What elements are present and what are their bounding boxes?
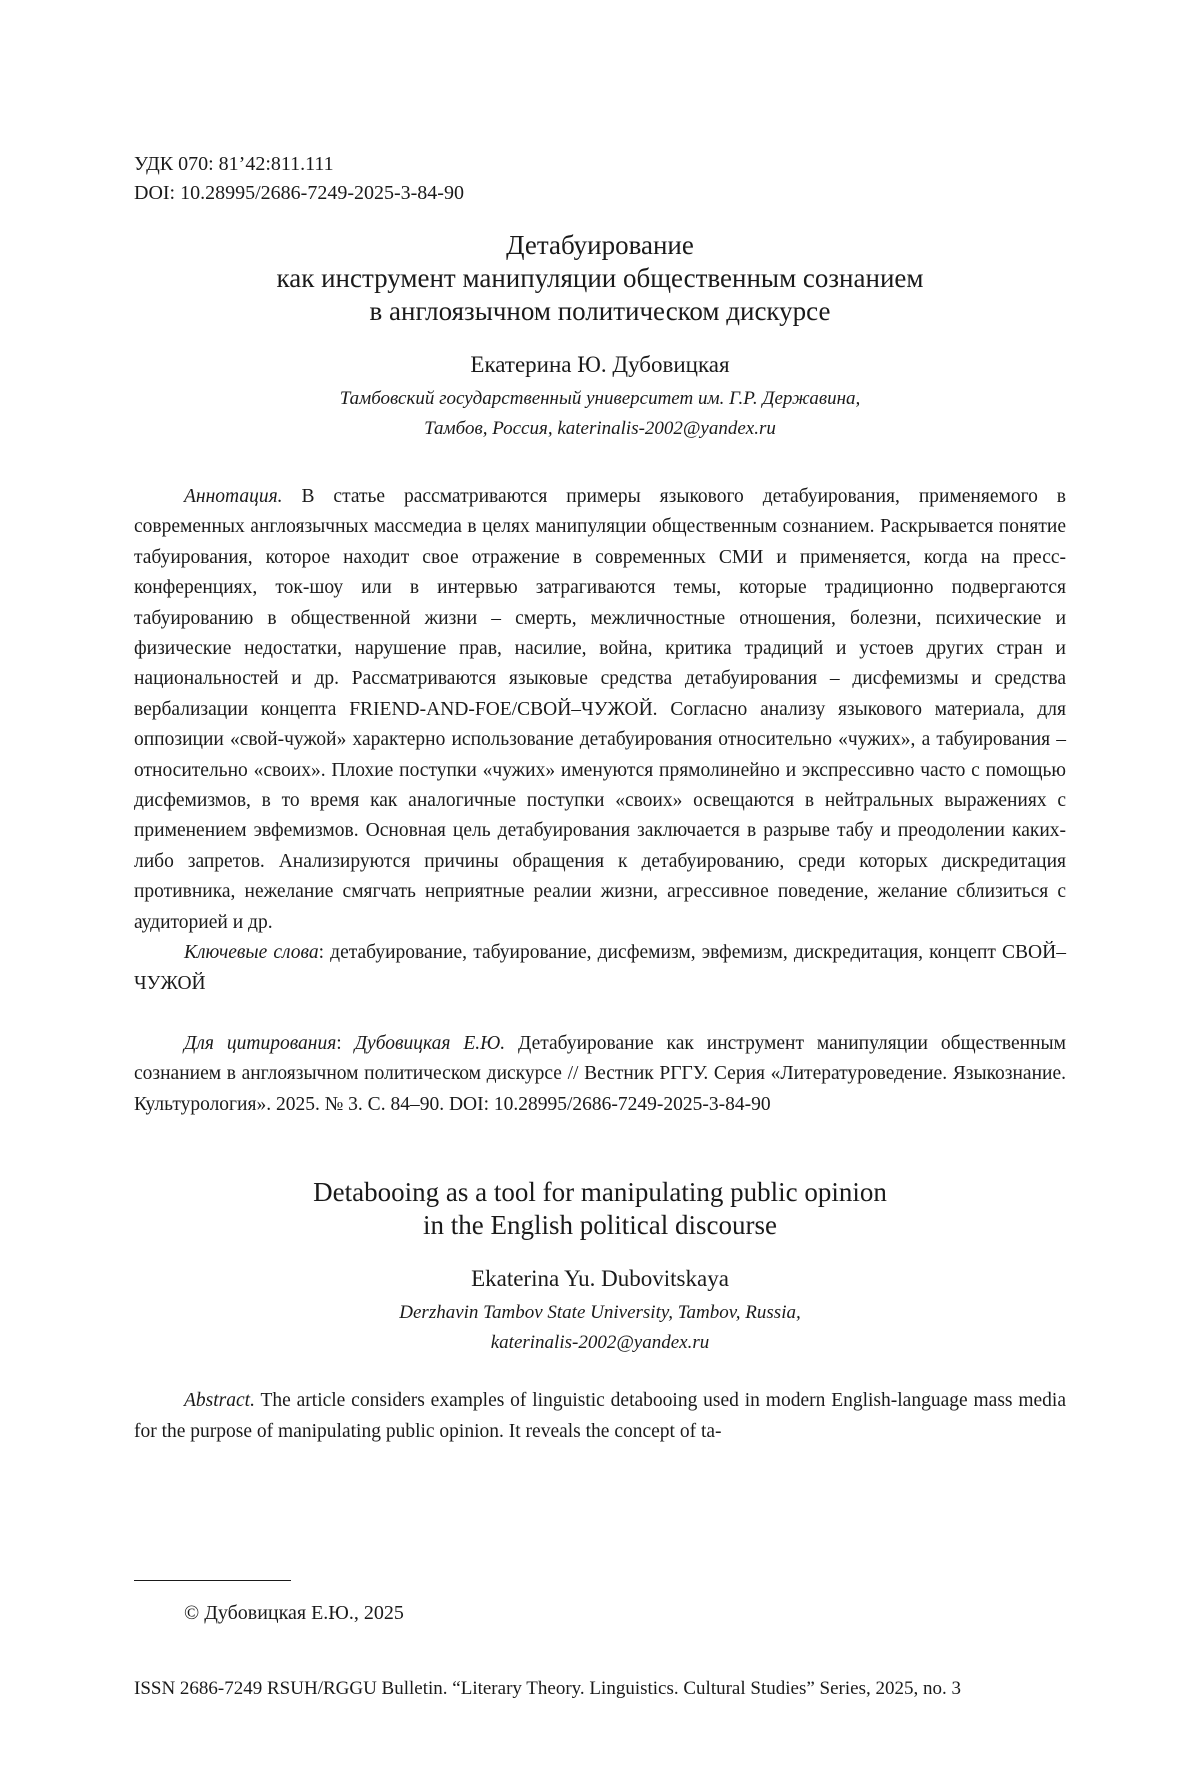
citation-author: Дубовицкая Е.Ю. bbox=[355, 1033, 505, 1054]
en-abstract bbox=[134, 1386, 1066, 1447]
ru-keywords-label: Ключевые слова bbox=[184, 942, 319, 963]
en-affiliation bbox=[134, 1298, 1066, 1358]
en-abstract-label: Abstract. bbox=[184, 1390, 255, 1411]
en-affiliation-line: Derzhavin Tambov State University, Tambov, Russia, bbox=[134, 1298, 1066, 1328]
ru-citation bbox=[134, 1029, 1066, 1120]
citation-label: Для цитирования bbox=[184, 1033, 336, 1054]
citation-separator: : bbox=[336, 1033, 354, 1054]
citation-text: Детабуирование как инструмент манипуляции общественным сознанием в англоязычном политическом дискурсе // Вестник РГГУ. Серия «Литературоведение. Языкознание. Культурология». 2025. № 3. С. 84–90. DOI: 10.28995/2686-7249-2025-3-84-90 bbox=[134, 1033, 1066, 1115]
ru-keywords-text: : детабуирование, табуирование, дисфемизм, эвфемизм, дискредитация, концепт СВОЙ–ЧУЖОЙ bbox=[134, 942, 1066, 993]
en-abstract-text: The article considers examples of linguistic detabooing used in modern English-language mass media for the purpose of manipulating public opinion. It reveals the concept of ta- bbox=[134, 1390, 1066, 1441]
journal-page bbox=[0, 0, 1200, 1780]
en-affiliation-line: katerinalis-2002@yandex.ru bbox=[134, 1328, 1066, 1358]
copyright-note: © Дубовицкая Е.Ю., 2025 bbox=[184, 1602, 404, 1625]
article-content bbox=[134, 150, 1066, 1447]
article-identifiers bbox=[134, 150, 1066, 208]
ru-author: Екатерина Ю. Дубовицкая bbox=[134, 350, 1066, 380]
ru-title-line: как инструмент манипуляции общественным сознанием bbox=[134, 262, 1066, 295]
ru-keywords bbox=[134, 938, 1066, 999]
ru-abstract-label: Аннотация. bbox=[184, 486, 283, 507]
en-title-line: in the English political discourse bbox=[134, 1209, 1066, 1242]
ru-title-line: Детабуирование bbox=[134, 229, 1066, 262]
ru-affiliation-line: Тамбовский государственный университет им. Г.Р. Державина, bbox=[134, 384, 1066, 414]
ru-affiliation bbox=[134, 384, 1066, 444]
ru-title-line: в англоязычном политическом дискурсе bbox=[134, 295, 1066, 328]
ru-affiliation-line: Тамбов, Россия, katerinalis-2002@yandex.ru bbox=[134, 414, 1066, 444]
en-author: Ekaterina Yu. Dubovitskaya bbox=[134, 1264, 1066, 1294]
en-title-line: Detabooing as a tool for manipulating public opinion bbox=[134, 1176, 1066, 1209]
ru-title bbox=[134, 229, 1066, 328]
en-title bbox=[134, 1176, 1066, 1242]
udc-code: УДК 070: 81’42:811.111 bbox=[134, 150, 1066, 179]
ru-abstract bbox=[134, 482, 1066, 938]
page-footer: ISSN 2686-7249 RSUH/RGGU Bulletin. “Literary Theory. Linguistics. Cultural Studies” Series, 2025, no. 3 bbox=[134, 1678, 1066, 1700]
ru-abstract-text: В статье рассматриваются примеры языкового детабуирования, применяемого в современных англоязычных массмедиа в целях манипуляции общественным сознанием. Раскрывается понятие табуирования, которое находит свое отражение в современных СМИ и применяется, когда на пресс-конференциях, ток-шоу или в интервью затрагиваются темы, которые традиционно подвергаются табуированию в общественной жизни – смерть, межличностные отношения, болезни, психические и физические недостатки, нарушение прав, насилие, война, критика традиций и устоев других стран и национальностей и др. Рассматриваются языковые средства детабуирования – дисфемизмы и средства вербализации концепта FRIEND-AND-FOE/СВОЙ–ЧУЖОЙ. Согласно анализу языкового материала, для оппозиции «свой-чужой» характерно использование детабуирования относительно «чужих», а табуирования – относительно «своих». Плохие поступки «чужих» именуются прямолинейно и экспрессивно часто с помощью дисфемизмов, в то время как аналогичные поступки «своих» освещаются в нейтральных выражениях с применением эвфемизмов. Основная цель детабуирования заключается в разрыве табу и преодолении каких-либо запретов. Анализируются причины обращения к детабуированию, среди которых дискредитация противника, нежелание смягчать неприятные реалии жизни, агрессивное поведение, желание сблизиться с аудиторией и др. bbox=[134, 486, 1066, 933]
doi: DOI: 10.28995/2686-7249-2025-3-84-90 bbox=[134, 179, 1066, 208]
footnote-rule bbox=[134, 1580, 291, 1581]
